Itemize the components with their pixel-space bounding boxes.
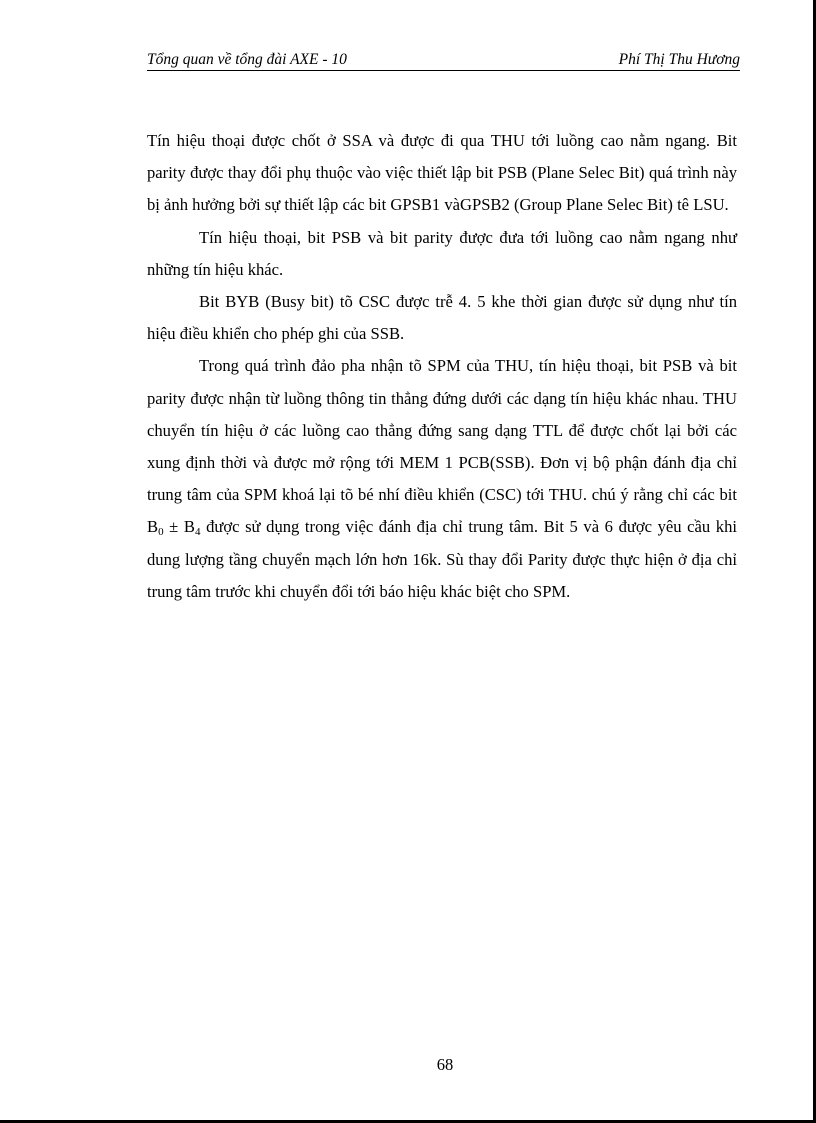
paragraph-4	[147, 350, 737, 608]
body-text	[147, 125, 737, 608]
bit-b0-label: B	[147, 517, 159, 537]
header-title: Tổng quan về tổng đài AXE - 10	[147, 51, 347, 68]
bit-b4-subscript: 4	[194, 526, 201, 539]
page-number: 68	[436, 1055, 454, 1074]
bit-b4-label: B	[183, 517, 195, 537]
paragraph-2: Tín hiệu thoại, bit PSB và bit parity được đưa tới luồng cao nằm ngang như những tín hiệu khác.	[147, 227, 737, 279]
paragraph-4-text-start: Trong quá trình đảo pha nhận tõ SPM của THU, tín hiệu thoại, bit PSB và bit parity được nhận từ luồng thông tin thẳng đứng dưới các dạng tín hiệu khác nhau. THU chuyển tín hiệu ở các luồng cao thẳng đứng sang dạng TTL để được chốt lại bởi các xung định thời và được mở rộng tới MEM 1 PCB(SSB). Đơn vị bộ phận đánh địa chỉ trung tâm của SPM khoá lại tõ bé nhí điều khiển (CSC) tới THU. chú ý rằng chỉ các bit	[147, 356, 737, 505]
bit-b0-subscript: 0	[158, 526, 164, 539]
page-header	[147, 50, 740, 71]
paragraph-3: Bit BYB (Busy bit) tõ CSC được trễ 4. 5 khe thời gian được sử dụng như tín hiệu điều khiển cho phép ghi của SSB.	[147, 292, 737, 344]
header-author: Phí Thị Thu Hương	[618, 51, 740, 68]
paragraph-4-text-end: được sử dụng trong việc đánh địa chỉ trung tâm. Bit 5 và 6 được yêu cầu khi dung lượng tầng chuyển mạch lớn hơn 16k. Sù thay đổi Parity được thực hiện ở địa chỉ trung tâm trước khi chuyển đổi tới báo hiệu khác biệt cho SPM.	[147, 517, 737, 601]
paragraph-1: Tín hiệu thoại được chốt ở SSA và được đi qua THU tới luồng cao nằm ngang. Bit parity được thay đổi phụ thuộc vào việc thiết lập bit PSB (Plane Selec Bit) quá trình này bị ảnh hưởng bởi sự thiết lập các bit GPSB1 vàGPSB2 (Group Plane Selec Bit) tê LSU.	[147, 131, 737, 215]
plus-minus-sign: ±	[163, 517, 184, 537]
